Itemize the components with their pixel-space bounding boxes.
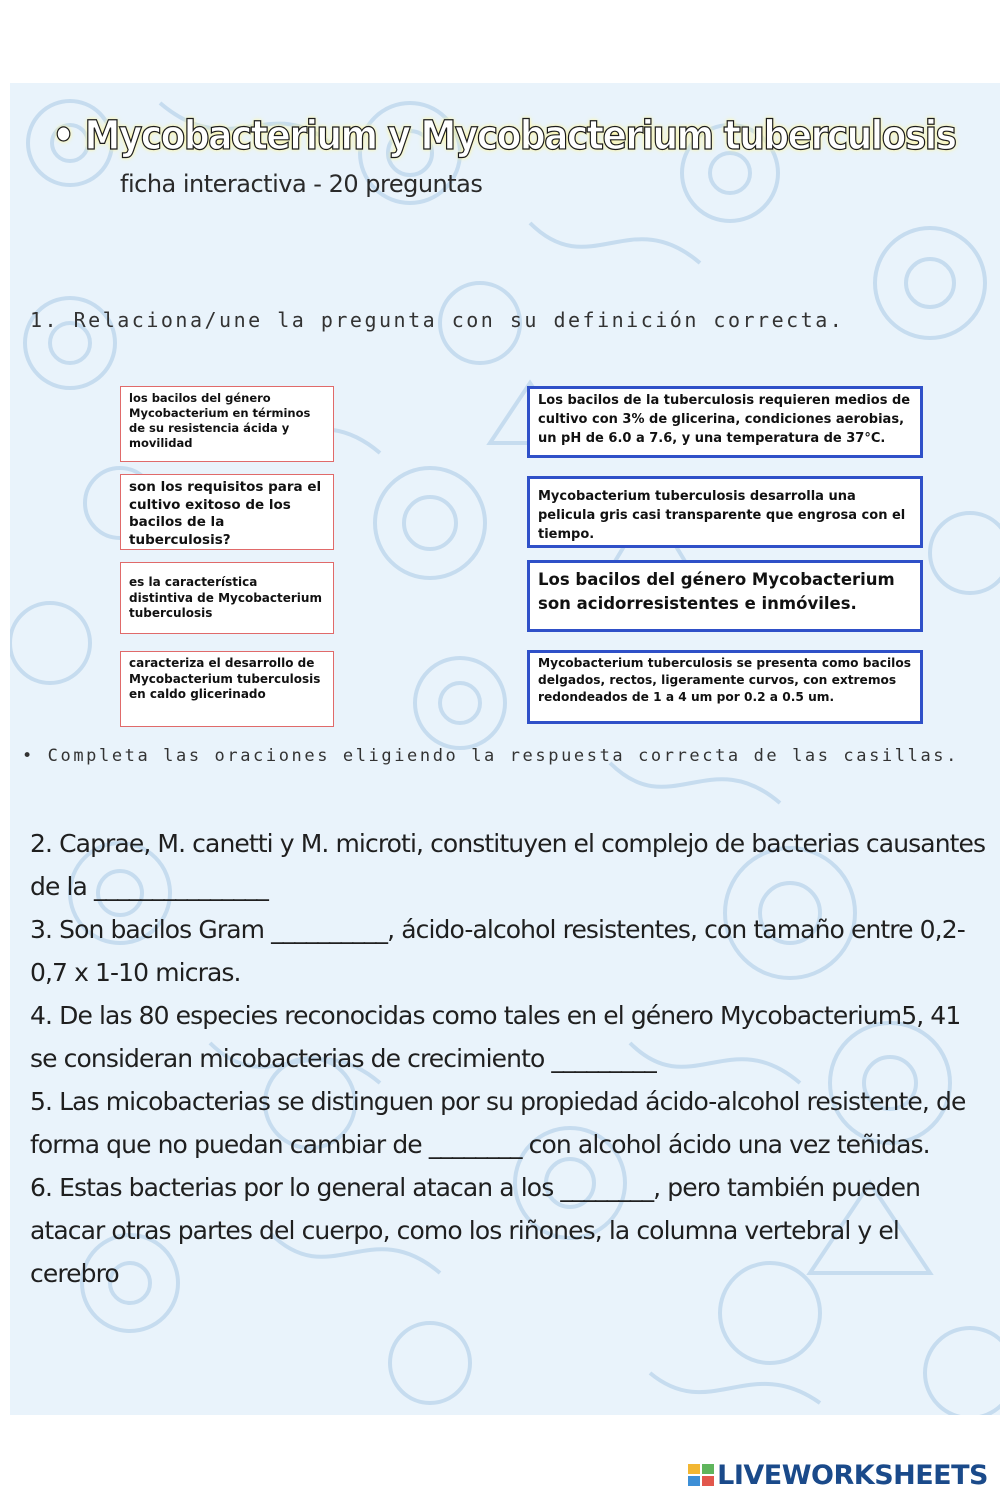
worksheet-title: • Mycobacterium y Mycobacterium tuberculosis	[52, 113, 956, 159]
fill-item-6: 6. Estas bacterias por lo general atacan a los ________, pero también pueden atacar otras partes del cuerpo, como los riñones, la columna vertebral y el cerebro	[30, 1173, 921, 1288]
match-answer-4[interactable]: Mycobacterium tuberculosis se presenta como bacilos delgados, rectos, ligeramente curvos, con extremos redondeados de 1 a 4 um por 0.2 a 0.5 um.	[527, 650, 923, 724]
match-answer-1[interactable]: Los bacilos de la tuberculosis requieren medios de cultivo con 3% de glicerina, condiciones aerobias, un pH de 6.0 a 7.6, y una temperatura de 37°C.	[527, 386, 923, 458]
liveworksheets-wordmark: LIVEWORKSHEETS	[717, 1460, 988, 1491]
liveworksheets-logo	[688, 1460, 988, 1491]
match-answer-2[interactable]: Mycobacterium tuberculosis desarrolla una pelicula gris casi transparente que engrosa con el tiempo.	[527, 476, 923, 548]
fill-in-blanks-list	[30, 822, 990, 1295]
match-question-4[interactable]: caracteriza el desarrollo de Mycobacterium tuberculosis en caldo glicerinado	[120, 651, 334, 727]
match-answer-3[interactable]: Los bacilos del género Mycobacterium son acidorresistentes e inmóviles.	[527, 560, 923, 632]
fill-item-4: 4. De las 80 especies reconocidas como tales en el género Mycobacterium5, 41 se consideran micobacterias de crecimiento _________	[30, 1001, 961, 1073]
fill-item-3: 3. Son bacilos Gram __________, ácido-alcohol resistentes, con tamaño entre 0,2-0,7 x 1-10 micras.	[30, 915, 965, 987]
match-question-1[interactable]: los bacilos del género Mycobacterium en términos de su resistencia ácida y movilidad	[120, 386, 334, 462]
section2-instruction: • Completa las oraciones eligiendo la respuesta correcta de las casillas.	[22, 746, 959, 766]
match-question-3[interactable]: es la característica distintiva de Mycobacterium tuberculosis	[120, 562, 334, 634]
fill-item-5: 5. Las micobacterias se distinguen por su propiedad ácido-alcohol resistente, de forma que no puedan cambiar de ________ con alcohol ácido una vez teñidas.	[30, 1087, 966, 1159]
liveworksheets-logo-icon	[688, 1464, 714, 1486]
section1-instruction: 1. Relaciona/une la pregunta con su definición correcta.	[30, 308, 845, 332]
match-question-2[interactable]: son los requisitos para el cultivo exitoso de los bacilos de la tuberculosis?	[120, 474, 334, 550]
fill-item-2: 2. Caprae, M. canetti y M. microti, constituyen el complejo de bacterias causantes de la _______________	[30, 829, 986, 901]
worksheet-subtitle: ficha interactiva - 20 preguntas	[120, 170, 483, 198]
